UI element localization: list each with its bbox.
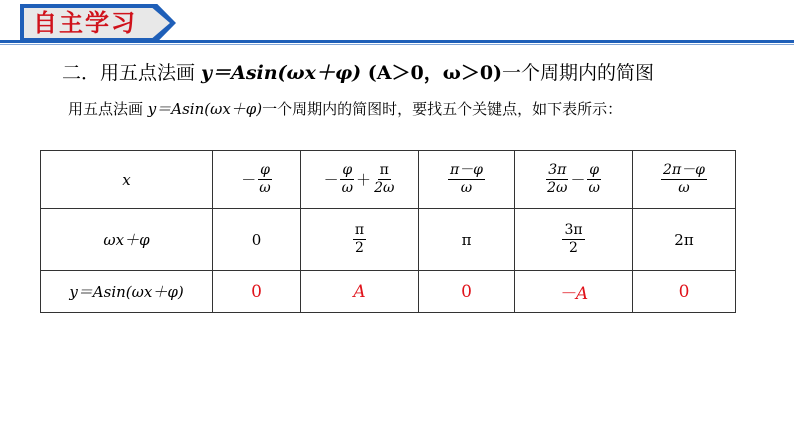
heading-condition: (A＞0，ω＞0)	[361, 62, 503, 84]
header-rule-thin	[0, 44, 794, 45]
phase-cell-5: 2π	[633, 209, 736, 271]
fraction: $\frac{\varphi}{\omega}$	[588, 162, 600, 196]
section-heading	[62, 58, 654, 85]
intro-formula: y＝Asin(ωx＋φ)	[147, 100, 263, 118]
x-cell-5	[633, 151, 736, 209]
x-cell-3	[419, 151, 515, 209]
y-cell-1: 0	[213, 271, 301, 313]
fraction: $\frac{\pi}{2}$	[354, 222, 365, 256]
intro-suffix: 一个周期内的简图时，要找五个关键点，如下表所示：	[262, 100, 623, 118]
intro-text	[68, 98, 622, 119]
phase-cell-1: 0	[213, 209, 301, 271]
x-cell-4: $\frac{3\pi}{2\omega}$ － $\frac{\varphi}{\omega}$	[515, 151, 633, 209]
phase-cell-3: π	[419, 209, 515, 271]
y-cell-4: －A	[515, 271, 633, 313]
phase-cell-4	[515, 209, 633, 271]
intro-prefix: 用五点法画	[68, 100, 148, 118]
fraction: $\frac{3\pi}{2\omega}$	[547, 162, 568, 196]
row-label-x: x	[41, 151, 213, 209]
y-cell-2: A	[301, 271, 419, 313]
table-row-phase	[41, 209, 736, 271]
fraction: $\frac{\varphi}{\omega}$	[259, 162, 271, 196]
fraction: $\frac{\pi}{2\omega}$	[374, 162, 395, 196]
heading-formula: y＝Asin(ωx＋φ)	[201, 62, 362, 84]
y-cell-3: 0	[419, 271, 515, 313]
y-cell-5: 0	[633, 271, 736, 313]
heading-prefix: 二．用五点法画	[62, 62, 202, 84]
fraction: $\frac{2\pi-\varphi}{\omega}$	[663, 162, 705, 196]
section-badge-label: 自主学习	[33, 9, 137, 37]
x-cell-2: － $\frac{\varphi}{\omega}$ ＋ $\frac{\pi}{2\omega}$	[301, 151, 419, 209]
phase-cell-2	[301, 209, 419, 271]
fraction: $\frac{3\pi}{2}$	[564, 222, 583, 256]
row-label-y: y＝Asin(ωx＋φ)	[41, 271, 213, 313]
table-row-y	[41, 271, 736, 313]
fraction: $\frac{\pi-\varphi}{\omega}$	[449, 162, 483, 196]
x-cell-1: － $\frac{\varphi}{\omega}$	[213, 151, 301, 209]
heading-suffix: 一个周期内的简图	[502, 62, 655, 84]
table-row-x	[41, 151, 736, 209]
row-label-phase: ωx＋φ	[41, 209, 213, 271]
fraction: $\frac{\varphi}{\omega}$	[341, 162, 354, 196]
five-point-table	[40, 150, 736, 313]
